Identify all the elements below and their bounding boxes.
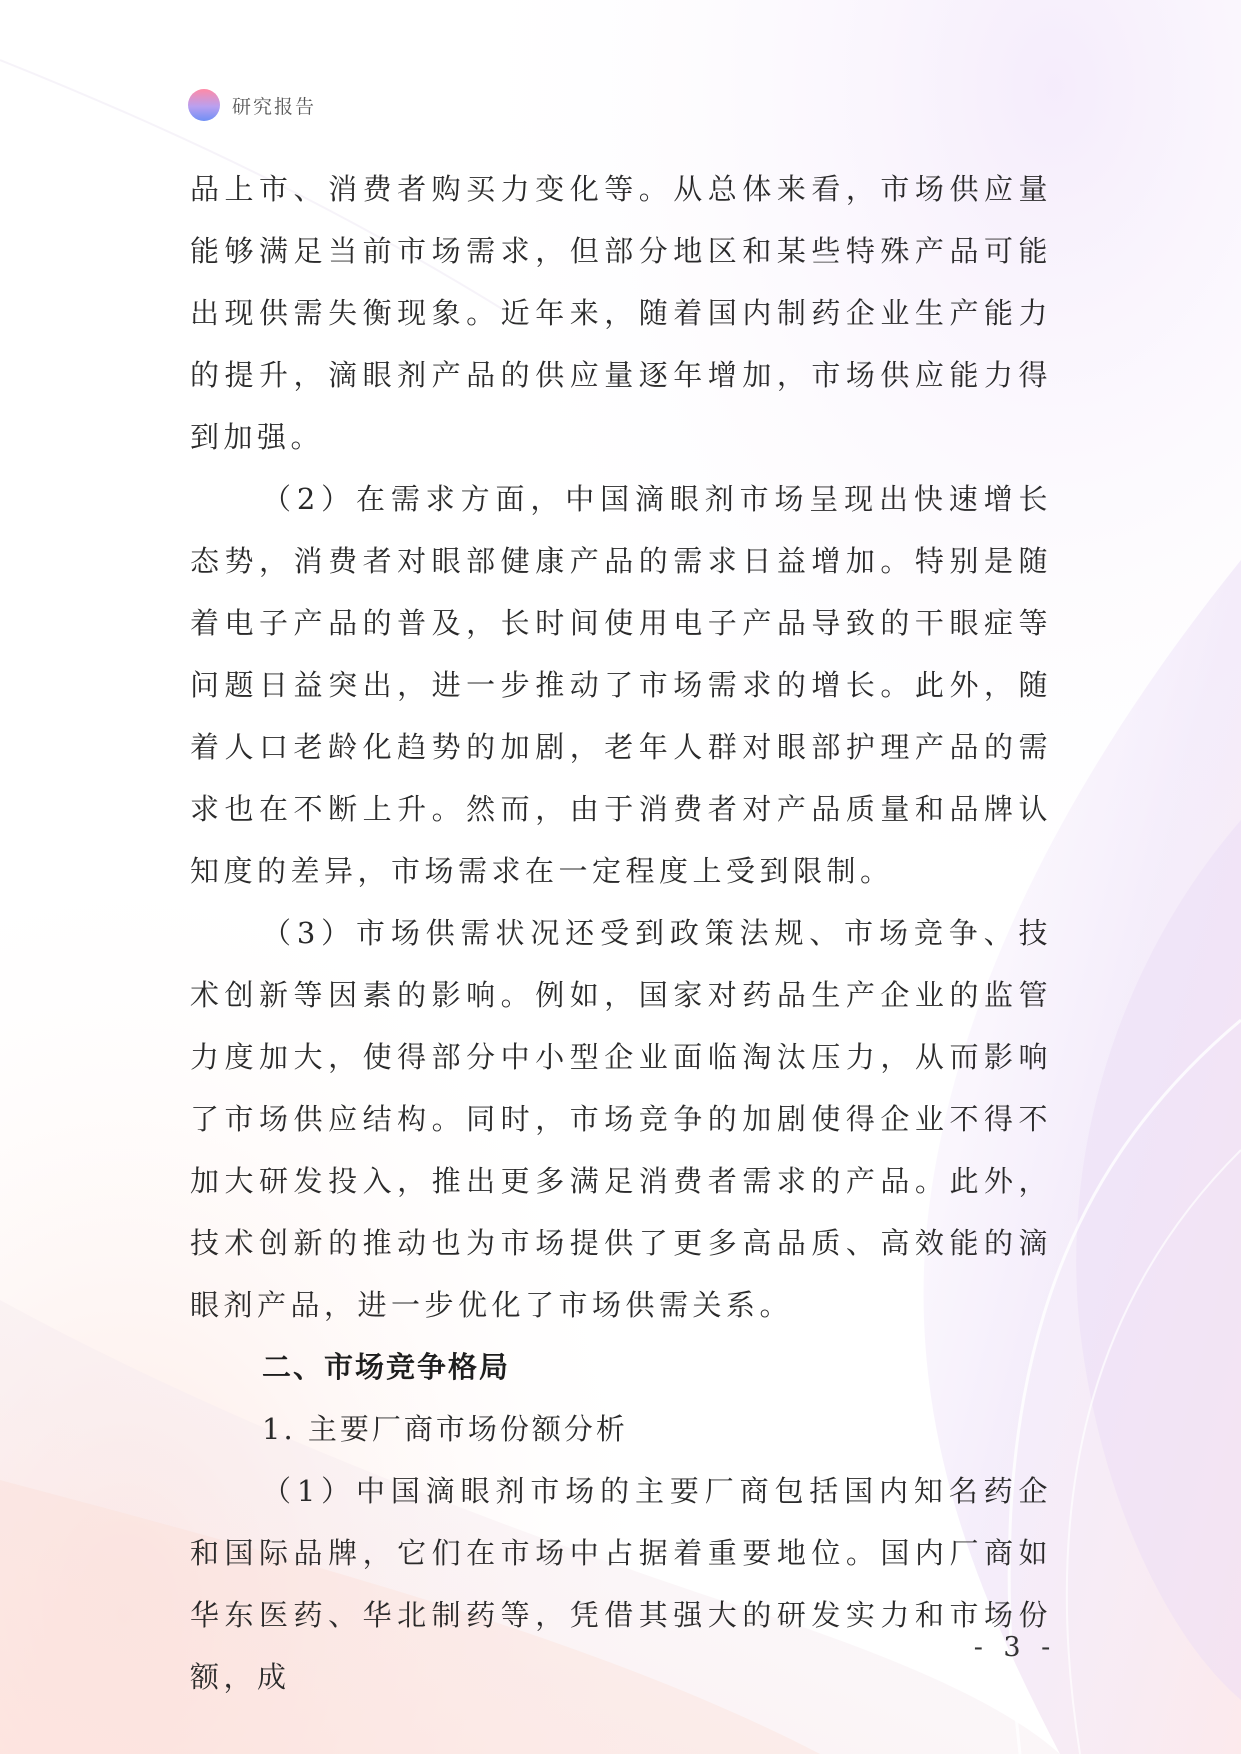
paragraph-manufacturers: （1）中国滴眼剂市场的主要厂商包括国内知名药企和国际品牌，它们在市场中占据着重要地位。国内厂商如华东医药、华北制药等，凭借其强大的研发实力和市场份额，成 (190, 1474, 1052, 1694)
gradient-circle-logo-icon (188, 89, 220, 121)
subsection-heading: 1. 主要厂商市场份额分析 (262, 1412, 628, 1446)
body-content (190, 158, 1052, 1708)
section-heading: 二、市场竞争格局 (262, 1350, 511, 1384)
header-title: 研究报告 (232, 95, 317, 118)
paragraph-factors: （3）市场供需状况还受到政策法规、市场竞争、技术创新等因素的影响。例如，国家对药品生产企业的监管力度加大，使得部分中小型企业面临淘汰压力，从而影响了市场供应结构。同时，市场竞争的加剧使得企业不得不加大研发投入，推出更多满足消费者需求的产品。此外，技术创新的推动也为市场提供了更多高品质、高效能的滴眼剂产品，进一步优化了市场供需关系。 (190, 916, 1052, 1322)
paragraph-demand: （2）在需求方面，中国滴眼剂市场呈现出快速增长态势，消费者对眼部健康产品的需求日益增加。特别是随着电子产品的普及，长时间使用电子产品导致的干眼症等问题日益突出，进一步推动了市场需求的增长。此外，随着人口老龄化趋势的加剧，老年人群对眼部护理产品的需求也在不断上升。然而，由于消费者对产品质量和品牌认知度的差异，市场需求在一定程度上受到限制。 (190, 482, 1052, 888)
report-header (188, 88, 316, 122)
paragraph-continuation: 品上市、消费者购买力变化等。从总体来看，市场供应量能够满足当前市场需求，但部分地区和某些特殊产品可能出现供需失衡现象。近年来，随着国内制药企业生产能力的提升，滴眼剂产品的供应量逐年增加，市场供应能力得到加强。 (190, 172, 1052, 454)
page-number: - 3 - (973, 1632, 1057, 1663)
